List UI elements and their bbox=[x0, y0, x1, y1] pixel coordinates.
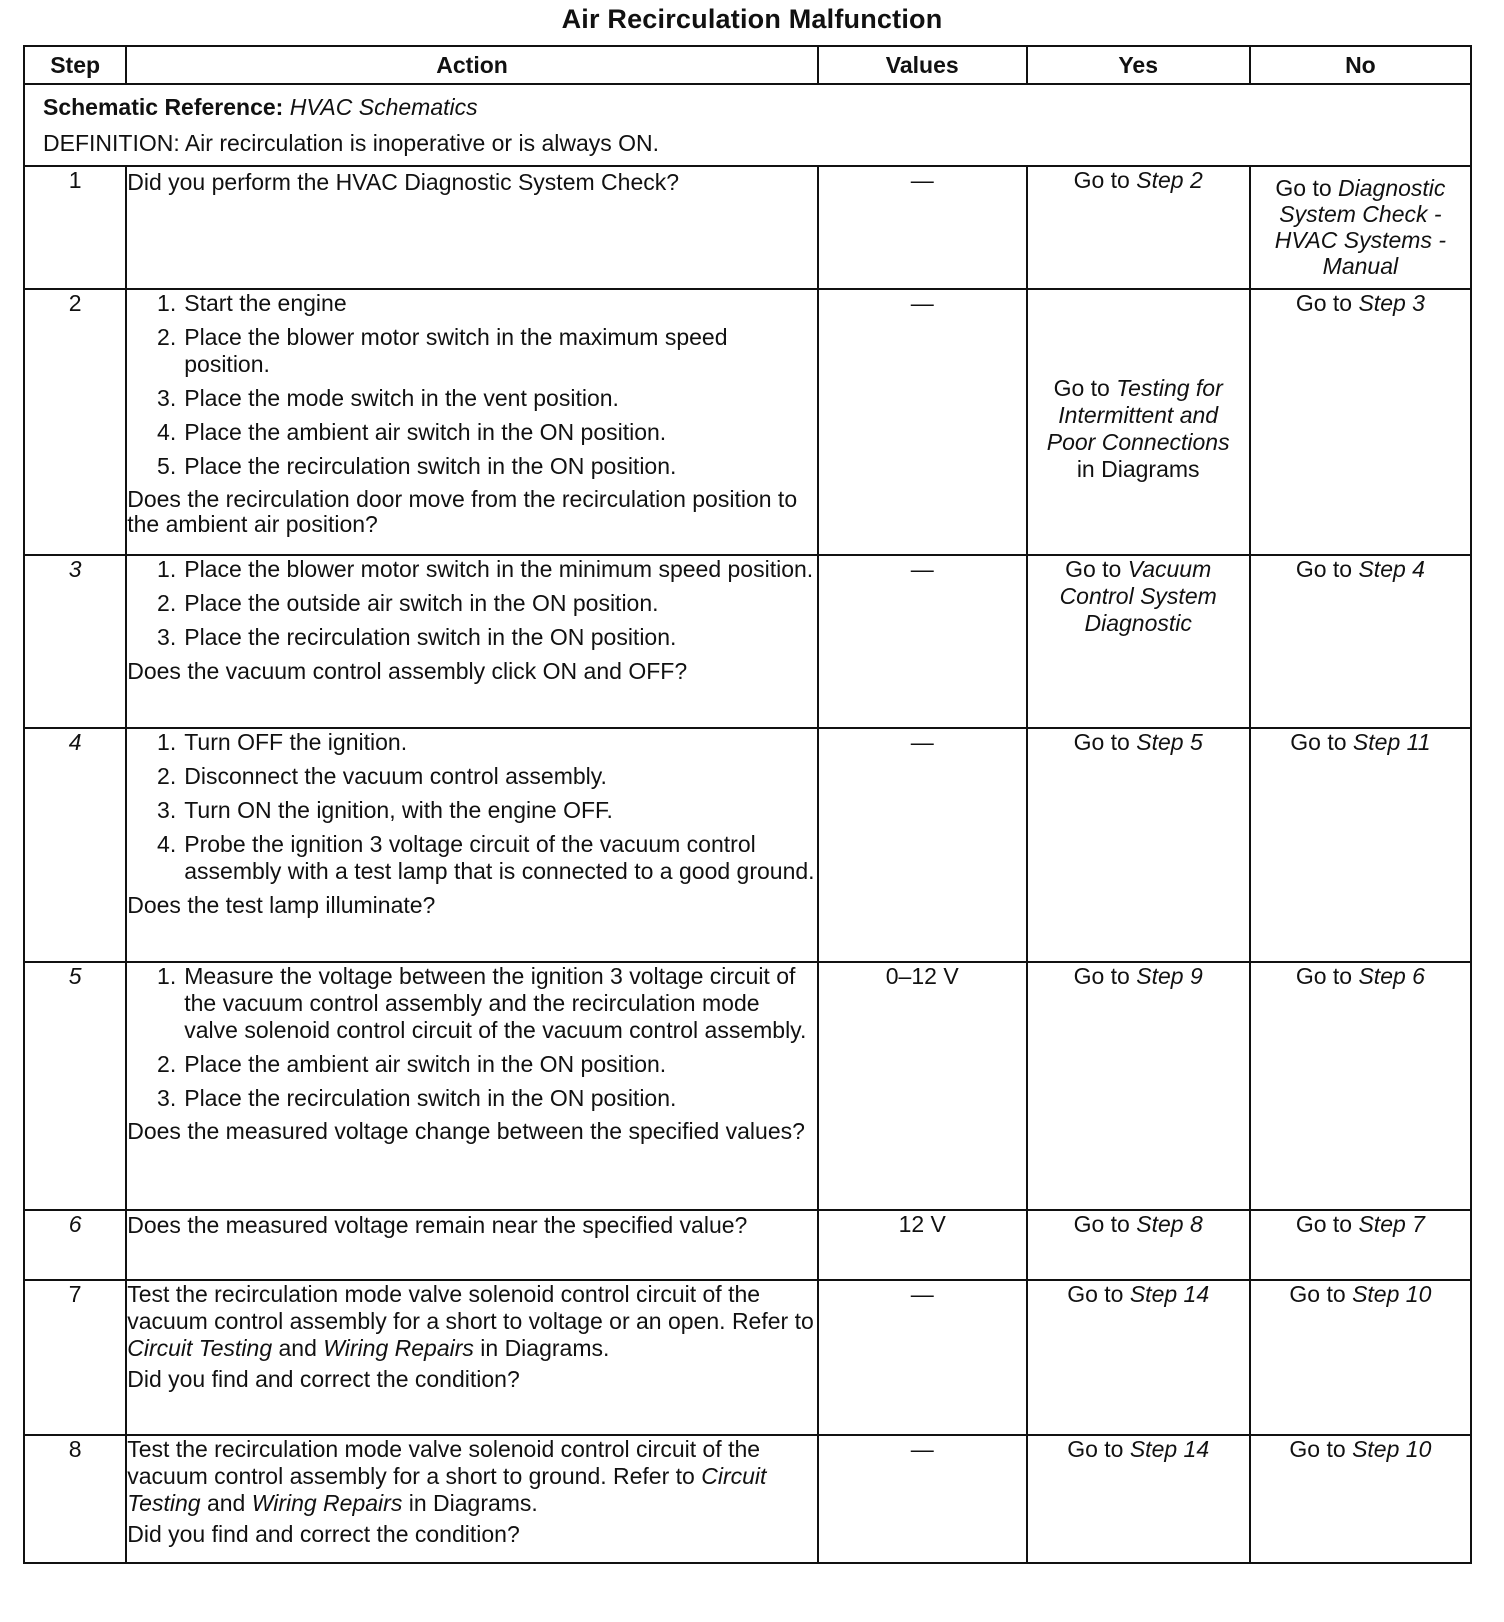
value-cell bbox=[818, 1435, 1027, 1563]
no-link[interactable]: Step 11 bbox=[1352, 729, 1431, 755]
step-number: 2 bbox=[24, 289, 126, 555]
yes-link[interactable]: Diagnostic bbox=[1084, 610, 1192, 636]
action-cell bbox=[126, 166, 818, 289]
value-cell bbox=[818, 555, 1027, 728]
value-text: 0–12 V bbox=[885, 963, 959, 989]
header-action: Action bbox=[126, 46, 818, 84]
step-number: 6 bbox=[24, 1210, 126, 1280]
value-text: — bbox=[910, 556, 934, 582]
diagnostic-table bbox=[23, 45, 1472, 1564]
action-cell bbox=[126, 962, 818, 1210]
yes-link[interactable]: Intermittent and bbox=[1058, 402, 1219, 428]
no-prefix: Go to bbox=[1295, 1211, 1353, 1237]
circuit-testing-link[interactable]: Circuit Testing bbox=[127, 1335, 273, 1361]
question-text: Did you find and correct the condition? bbox=[127, 1521, 520, 1547]
schematic-reference-label: Schematic Reference: bbox=[43, 94, 284, 120]
list-item: 2. Disconnect the vacuum control assembly. bbox=[157, 763, 607, 789]
value-text: — bbox=[910, 167, 934, 193]
value-text: 12 V bbox=[898, 1211, 946, 1237]
no-prefix: Go to bbox=[1290, 729, 1347, 755]
no-prefix: Go to bbox=[1289, 1436, 1346, 1462]
no-link[interactable]: Step 7 bbox=[1358, 1211, 1425, 1237]
step-number: 5 bbox=[24, 962, 126, 1210]
no-link[interactable]: Step 10 bbox=[1352, 1436, 1432, 1462]
no-cell bbox=[1250, 1435, 1471, 1563]
no-link[interactable]: Step 6 bbox=[1358, 963, 1425, 989]
table-row bbox=[24, 728, 1471, 962]
yes-prefix: Go to bbox=[1053, 375, 1110, 401]
list-item: 1. Start the engine bbox=[157, 290, 347, 316]
yes-suffix: in Diagrams bbox=[1076, 456, 1200, 482]
yes-link[interactable]: Poor Connections bbox=[1046, 429, 1230, 455]
schematic-reference bbox=[43, 89, 1452, 125]
yes-link[interactable]: Step 2 bbox=[1136, 167, 1203, 193]
list-item: 2. Place the blower motor switch in the maximum speed position. bbox=[157, 324, 728, 377]
step-number: 1 bbox=[24, 166, 126, 289]
list-item: 1. Turn OFF the ignition. bbox=[157, 729, 408, 755]
yes-link[interactable]: Vacuum bbox=[1127, 556, 1212, 582]
yes-link[interactable]: Step 9 bbox=[1136, 963, 1203, 989]
no-link[interactable]: Step 4 bbox=[1358, 556, 1425, 582]
value-text: — bbox=[910, 729, 934, 755]
no-cell bbox=[1250, 555, 1471, 728]
header-row bbox=[24, 46, 1471, 84]
table-row bbox=[24, 289, 1471, 555]
yes-link[interactable]: Control System bbox=[1059, 583, 1217, 609]
instruction-text: Test the recirculation mode valve solenoid control circuit of the vacuum control assembly for a short to ground. Refer to Circuit Testing and Wiring Repairs in Diagrams. bbox=[127, 1436, 767, 1516]
header-no: No bbox=[1250, 46, 1471, 84]
yes-link[interactable]: Step 5 bbox=[1136, 729, 1203, 755]
no-link[interactable]: Diagnostic bbox=[1338, 175, 1446, 201]
reference-row bbox=[24, 84, 1471, 166]
yes-cell bbox=[1027, 1210, 1250, 1280]
yes-cell bbox=[1027, 962, 1250, 1210]
no-prefix: Go to bbox=[1295, 963, 1353, 989]
yes-cell bbox=[1027, 1435, 1250, 1563]
wiring-repairs-link[interactable]: Wiring Repairs bbox=[323, 1335, 474, 1361]
list-item: 1. Place the blower motor switch in the minimum speed position. bbox=[157, 556, 814, 582]
list-item: 5. Place the recirculation switch in the ON position. bbox=[157, 453, 677, 479]
yes-cell bbox=[1027, 1280, 1250, 1435]
table-row bbox=[24, 1435, 1471, 1563]
yes-link[interactable]: Step 14 bbox=[1129, 1281, 1210, 1307]
no-cell bbox=[1250, 166, 1471, 289]
step-number: 8 bbox=[24, 1435, 126, 1563]
yes-cell bbox=[1027, 166, 1250, 289]
no-cell bbox=[1250, 728, 1471, 962]
substep-list bbox=[127, 290, 817, 480]
no-link[interactable]: System Check - bbox=[1279, 201, 1442, 227]
circuit-testing-link[interactable]: Circuit Testing bbox=[127, 1463, 767, 1516]
no-link[interactable]: Manual bbox=[1322, 253, 1399, 279]
header-values: Values bbox=[818, 46, 1027, 84]
table-row bbox=[24, 166, 1471, 289]
table-row bbox=[24, 962, 1471, 1210]
list-item: 3. Place the recirculation switch in the ON position. bbox=[157, 624, 677, 650]
value-cell bbox=[818, 1280, 1027, 1435]
value-text: — bbox=[910, 1436, 934, 1462]
question-text: Did you find and correct the condition? bbox=[127, 1366, 520, 1392]
value-cell bbox=[818, 728, 1027, 962]
action-cell bbox=[126, 1210, 818, 1280]
no-link[interactable]: Step 10 bbox=[1352, 1281, 1432, 1307]
no-prefix: Go to bbox=[1289, 1281, 1346, 1307]
value-text: — bbox=[910, 290, 934, 316]
no-link[interactable]: HVAC Systems - bbox=[1274, 227, 1447, 253]
yes-cell bbox=[1027, 289, 1250, 555]
yes-cell bbox=[1027, 555, 1250, 728]
instruction-text: Test the recirculation mode valve solenoid control circuit of the vacuum control assembly for a short to voltage or an open. Refer to Circuit Testing and Wiring Repairs in Diagrams. bbox=[127, 1281, 814, 1361]
no-prefix: Go to bbox=[1275, 175, 1332, 201]
yes-link[interactable]: Testing for bbox=[1116, 375, 1223, 401]
yes-prefix: Go to bbox=[1073, 1211, 1130, 1237]
yes-prefix: Go to bbox=[1073, 167, 1130, 193]
step-number: 7 bbox=[24, 1280, 126, 1435]
value-cell bbox=[818, 289, 1027, 555]
question-text: Did you perform the HVAC Diagnostic System Check? bbox=[127, 169, 680, 195]
question-text: Does the measured voltage remain near the specified value? bbox=[127, 1212, 748, 1238]
no-prefix: Go to bbox=[1295, 556, 1353, 582]
page-title: Air Recirculation Malfunction bbox=[561, 4, 943, 34]
yes-prefix: Go to bbox=[1067, 1436, 1124, 1462]
yes-prefix: Go to bbox=[1067, 1281, 1124, 1307]
action-cell bbox=[126, 289, 818, 555]
question-text: Does the recirculation door move from the recirculation position to the ambient air position? bbox=[127, 486, 798, 537]
list-item: 4. Probe the ignition 3 voltage circuit of the vacuum control assembly with a test lamp that is connected to a good ground. bbox=[157, 831, 815, 884]
action-cell bbox=[126, 555, 818, 728]
value-text: — bbox=[910, 1281, 934, 1307]
list-item: 4. Place the ambient air switch in the ON position. bbox=[157, 419, 667, 445]
wiring-repairs-link[interactable]: Wiring Repairs bbox=[251, 1490, 403, 1516]
list-item: 2. Place the ambient air switch in the ON position. bbox=[157, 1051, 667, 1077]
header-step: Step bbox=[24, 46, 126, 84]
question-text: Does the vacuum control assembly click ON and OFF? bbox=[127, 658, 688, 684]
list-item: 1. Measure the voltage between the ignition 3 voltage circuit of the vacuum control assembly and the recirculation mode valve solenoid control circuit of the vacuum control assembly. bbox=[157, 963, 807, 1043]
question-text: Does the measured voltage change between the specified values? bbox=[127, 1118, 805, 1144]
no-cell bbox=[1250, 962, 1471, 1210]
table-row bbox=[24, 555, 1471, 728]
value-cell bbox=[818, 1210, 1027, 1280]
step-number: 3 bbox=[24, 555, 126, 728]
table-row bbox=[24, 1280, 1471, 1435]
no-link[interactable]: Step 3 bbox=[1358, 290, 1425, 316]
yes-prefix: Go to bbox=[1073, 963, 1130, 989]
list-item: 3. Turn ON the ignition, with the engine OFF. bbox=[157, 797, 613, 823]
value-cell bbox=[818, 166, 1027, 289]
reference-cell bbox=[24, 84, 1471, 166]
no-cell bbox=[1250, 1210, 1471, 1280]
header-yes: Yes bbox=[1027, 46, 1250, 84]
table-row bbox=[24, 1210, 1471, 1280]
schematic-reference-link[interactable]: HVAC Schematics bbox=[289, 94, 478, 120]
step-number: 4 bbox=[24, 728, 126, 962]
substep-list bbox=[127, 556, 817, 651]
substep-list bbox=[127, 963, 817, 1112]
value-cell bbox=[818, 962, 1027, 1210]
definition: DEFINITION: Air recirculation is inoperative or is always ON. bbox=[43, 130, 660, 156]
list-item: 3. Place the mode switch in the vent position. bbox=[157, 385, 619, 411]
action-cell bbox=[126, 728, 818, 962]
no-cell bbox=[1250, 289, 1471, 555]
yes-link[interactable]: Step 8 bbox=[1136, 1211, 1203, 1237]
yes-cell bbox=[1027, 728, 1250, 962]
action-cell bbox=[126, 1435, 818, 1563]
yes-link[interactable]: Step 14 bbox=[1129, 1436, 1210, 1462]
yes-prefix: Go to bbox=[1073, 729, 1130, 755]
no-cell bbox=[1250, 1280, 1471, 1435]
substep-list bbox=[127, 729, 817, 885]
action-cell bbox=[126, 1280, 818, 1435]
list-item: 2. Place the outside air switch in the ON position. bbox=[157, 590, 659, 616]
yes-prefix: Go to bbox=[1065, 556, 1122, 582]
no-prefix: Go to bbox=[1295, 290, 1353, 316]
list-item: 3. Place the recirculation switch in the ON position. bbox=[157, 1085, 677, 1111]
question-text: Does the test lamp illuminate? bbox=[127, 892, 436, 918]
